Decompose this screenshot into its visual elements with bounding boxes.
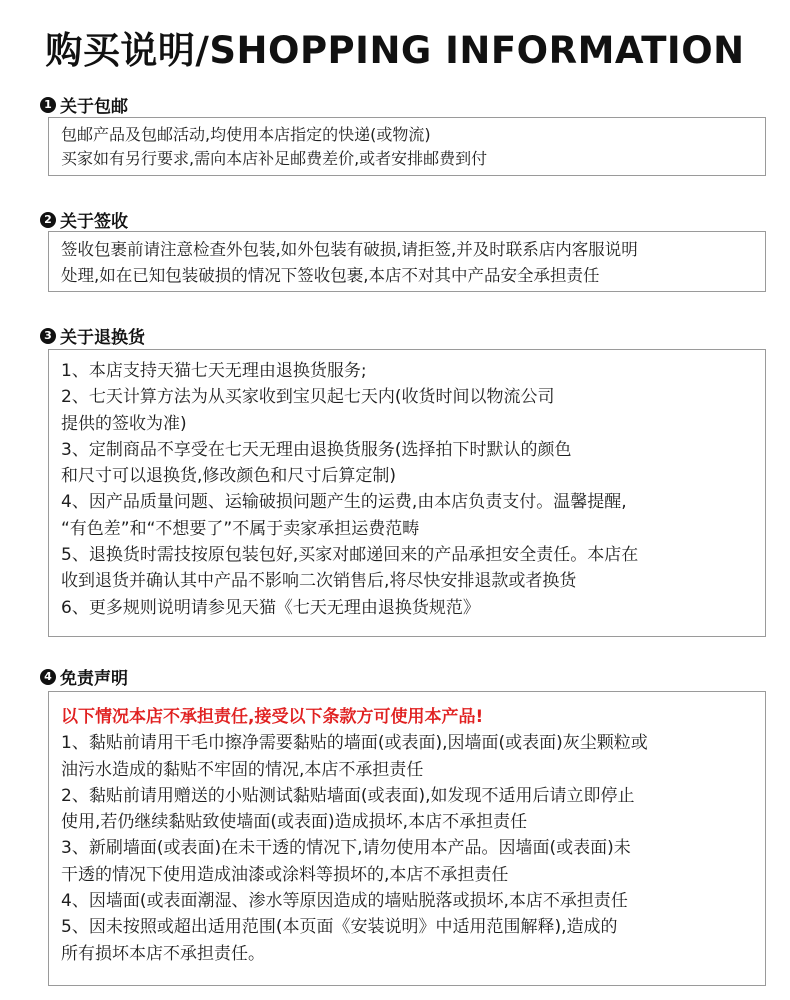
section-heading-returns bbox=[40, 323, 145, 348]
text-line: 使用,若仍继续黏贴致使墙面(或表面)造成损坏,本店不承担责任 bbox=[61, 812, 528, 833]
text-line: 4、因产品质量问题、运输破损问题产生的运费,由本店负责支付。温馨提醒, bbox=[61, 492, 627, 513]
text-line: 3、定制商品不享受在七天无理由退换货服务(选择拍下时默认的颜色 bbox=[61, 439, 572, 460]
text-line: 提供的签收为准) bbox=[61, 413, 187, 434]
number-badge-icon: 3 bbox=[40, 328, 56, 344]
text-line: 1、本店支持天猫七天无理由退换货服务; bbox=[61, 361, 367, 381]
text-line: 签收包裹前请注意检查外包装,如外包装有破损,请拒签,并及时联系店内客服说明 bbox=[61, 240, 638, 259]
receipt-info-box bbox=[48, 231, 766, 292]
disclaimer-info-box bbox=[48, 691, 766, 986]
section-title: 关于退换货 bbox=[60, 328, 145, 348]
disclaimer-warning: 以下情况本店不承担责任,接受以下条款方可使用本产品! bbox=[61, 707, 484, 727]
text-line: 油污水造成的黏贴不牢固的情况,本店不承担责任 bbox=[61, 759, 424, 780]
text-line: 1、黏贴前请用干毛巾擦净需要黏贴的墙面(或表面),因墙面(或表面)灰尘颗粒或 bbox=[61, 733, 648, 754]
text-line: 买家如有另行要求,需向本店补足邮费差价,或者安排邮费到付 bbox=[61, 149, 488, 168]
section-heading-receipt bbox=[40, 207, 128, 232]
text-line: 所有损坏本店不承担责任。 bbox=[61, 943, 265, 964]
page-title: 购买说明/SHOPPING INFORMATION bbox=[45, 29, 745, 72]
number-badge-icon: 2 bbox=[40, 212, 56, 228]
text-line: 5、退换货时需技按原包装包好,买家对邮递回来的产品承担安全责任。本店在 bbox=[61, 545, 639, 566]
section-heading-shipping bbox=[40, 92, 128, 117]
text-line: 包邮产品及包邮活动,均使用本店指定的快递(或物流) bbox=[61, 125, 431, 144]
section-title: 关于包邮 bbox=[60, 97, 128, 117]
text-line: 和尺寸可以退换货,修改颜色和尺寸后算定制) bbox=[61, 466, 397, 487]
text-line: 2、黏贴前请用赠送的小贴测试黏贴墙面(或表面),如发现不适用后请立即停止 bbox=[61, 785, 635, 806]
returns-info-box bbox=[48, 349, 766, 637]
text-line: 处理,如在已知包装破损的情况下签收包裹,本店不对其中产品安全承担责任 bbox=[61, 266, 600, 285]
text-line: 5、因未按照或超出适用范围(本页面《安装说明》中适用范围解释),造成的 bbox=[61, 917, 618, 938]
section-title: 免责声明 bbox=[60, 669, 128, 689]
number-badge-icon: 1 bbox=[40, 97, 56, 113]
text-line: 6、更多规则说明请参见天猫《七天无理由退换货规范》 bbox=[61, 597, 480, 618]
text-line: “有色差”和“不想要了”不属于卖家承担运费范畴 bbox=[61, 518, 420, 539]
text-line: 4、因墙面(或表面潮湿、渗水等原因造成的墙贴脱落或损坏,本店不承担责任 bbox=[61, 891, 628, 912]
section-title: 关于签收 bbox=[60, 212, 128, 232]
text-line: 收到退货并确认其中产品不影响二次销售后,将尽快安排退款或者换货 bbox=[61, 571, 577, 592]
text-line: 干透的情况下使用造成油漆或涂料等损坏的,本店不承担责任 bbox=[61, 864, 509, 885]
shipping-info-box bbox=[48, 117, 766, 176]
text-line: 2、七天计算方法为从买家收到宝贝起七天内(收货时间以物流公司 bbox=[61, 387, 555, 408]
section-heading-disclaimer bbox=[40, 664, 128, 689]
number-badge-icon: 4 bbox=[40, 669, 56, 685]
text-line: 3、新刷墙面(或表面)在未干透的情况下,请勿使用本产品。因墙面(或表面)未 bbox=[61, 838, 631, 859]
